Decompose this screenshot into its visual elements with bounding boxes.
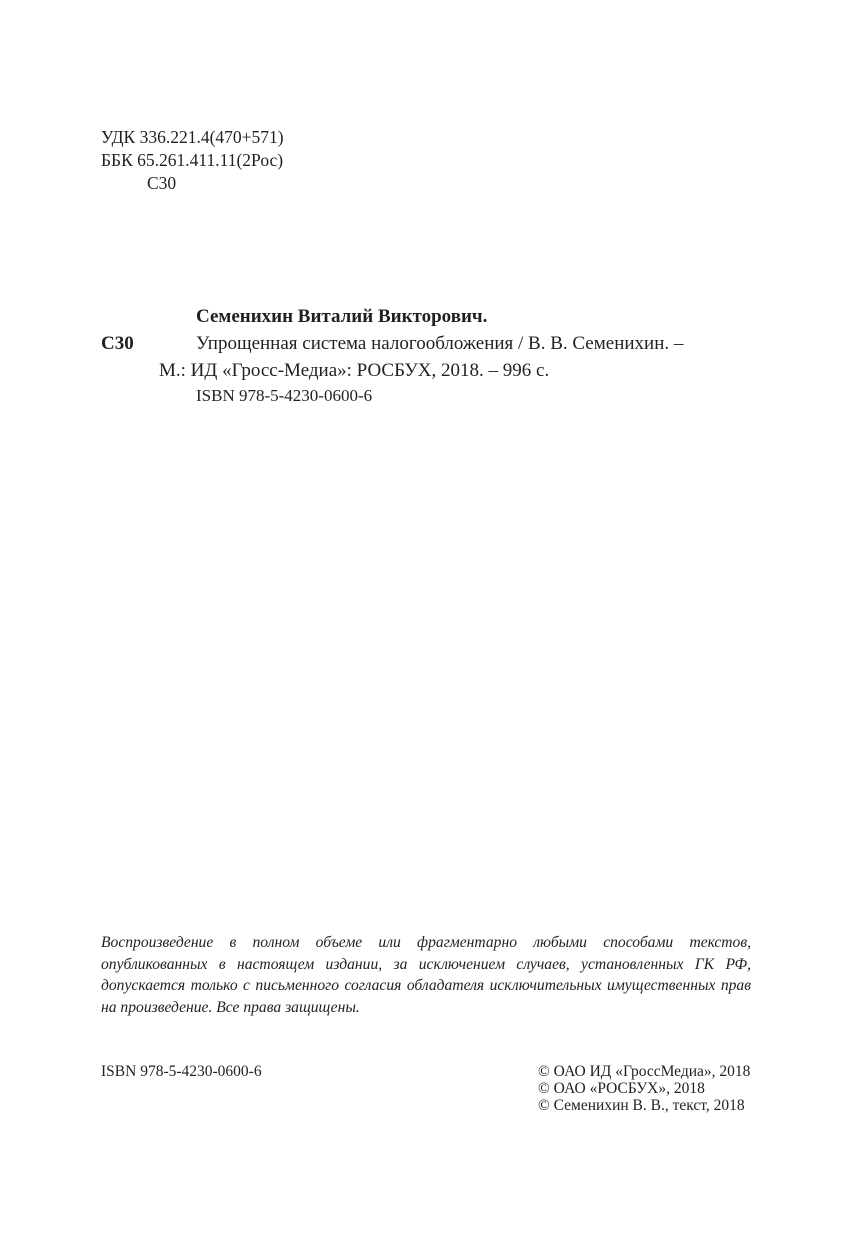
copyright-line: © Семенихин В. В., текст, 2018 — [538, 1097, 745, 1114]
classification-block — [101, 126, 284, 195]
copyright-list — [538, 1063, 750, 1114]
copyright-line: © ОАО «РОСБУХ», 2018 — [538, 1080, 705, 1097]
book-title-line: Упрощенная система налогообложения / В. В. Семенихин. – — [196, 333, 684, 354]
author-mark-code: С30 — [101, 333, 134, 354]
footer-isbn: ISBN 978-5-4230-0600-6 — [101, 1063, 262, 1080]
publication-line: М.: ИД «Гросс-Медиа»: РОСБУХ, 2018. – 996 с. — [159, 360, 550, 381]
author-mark: С30 — [147, 173, 177, 193]
author-name: Семенихин Виталий Викторович. — [196, 306, 488, 327]
udk-code: УДК 336.221.4(470+571) — [101, 127, 284, 147]
catalog-isbn: ISBN 978-5-4230-0600-6 — [196, 386, 373, 405]
bbk-code: ББК 65.261.411.11(2Рос) — [101, 150, 284, 170]
copyright-line: © ОАО ИД «ГроссМедиа», 2018 — [538, 1063, 751, 1080]
rights-notice: Воспроизведение в полном объеме или фрагментарно любыми способами текстов, опубликованных в настоящем издании, за исключением случаев, установленных ГК РФ, допускается только с письменного согласия обладателя исключительных имущественных прав на произведение. Все права защищены. — [101, 934, 751, 1016]
